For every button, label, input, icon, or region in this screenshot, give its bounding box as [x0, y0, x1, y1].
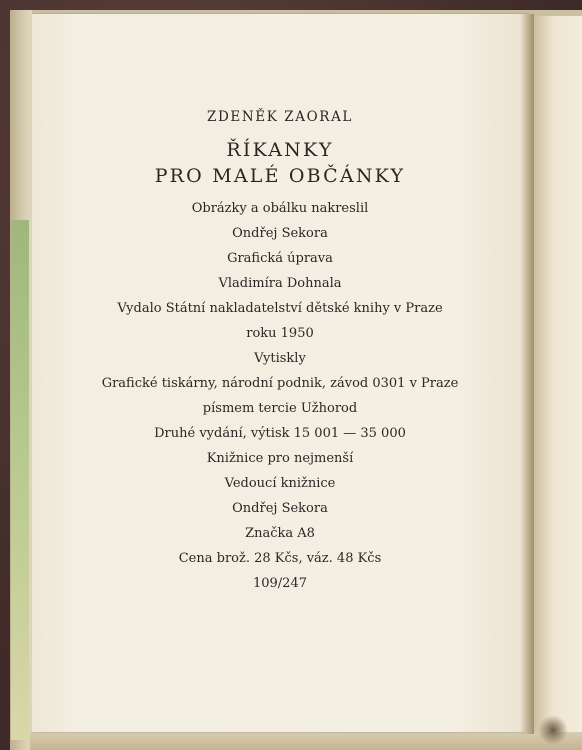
edition-line: Druhé vydání, výtisk 15 001 — 35 000 [154, 426, 406, 441]
series-name: Knižnice pro nejmenší [206, 451, 354, 466]
printed-label: Vytiskly [254, 351, 306, 366]
printer-line: Grafické tiskárny, národní podnik, závod 0301 v Praze [101, 376, 459, 391]
series-editor-label: Vedoucí knižnice [224, 476, 336, 491]
book-gutter [520, 14, 534, 734]
typeface-line: písmem tercie Užhorod [202, 401, 358, 416]
illustrator-name: Ondřej Sekora [232, 226, 328, 241]
publication-year: roku 1950 [246, 326, 314, 341]
book-title-line-2: PRO MALÉ OBČÁNKY [154, 165, 406, 187]
mark-line: Značka A8 [245, 526, 315, 541]
author-name: ZDENĚK ZAORAL [207, 109, 353, 125]
green-cover-strip [11, 220, 29, 740]
page-stain [538, 715, 568, 745]
colophon-text [60, 108, 500, 593]
facing-page [534, 16, 582, 732]
publisher-line: Vydalo Státní nakladatelství dětské knihy v Praze [117, 301, 443, 316]
page-bottom-edge [30, 730, 582, 750]
graphic-designer-name: Vladimíra Dohnala [218, 276, 342, 291]
book-title-line-1: ŘÍKANKY [226, 139, 334, 161]
illustrations-label: Obrázky a obálku nakreslil [191, 201, 369, 216]
series-editor-name: Ondřej Sekora [232, 501, 328, 516]
price-line: Cena brož. 28 Kčs, váz. 48 Kčs [178, 551, 382, 566]
catalog-code: 109/247 [252, 576, 307, 591]
graphic-design-label: Grafická úprava [227, 251, 333, 266]
